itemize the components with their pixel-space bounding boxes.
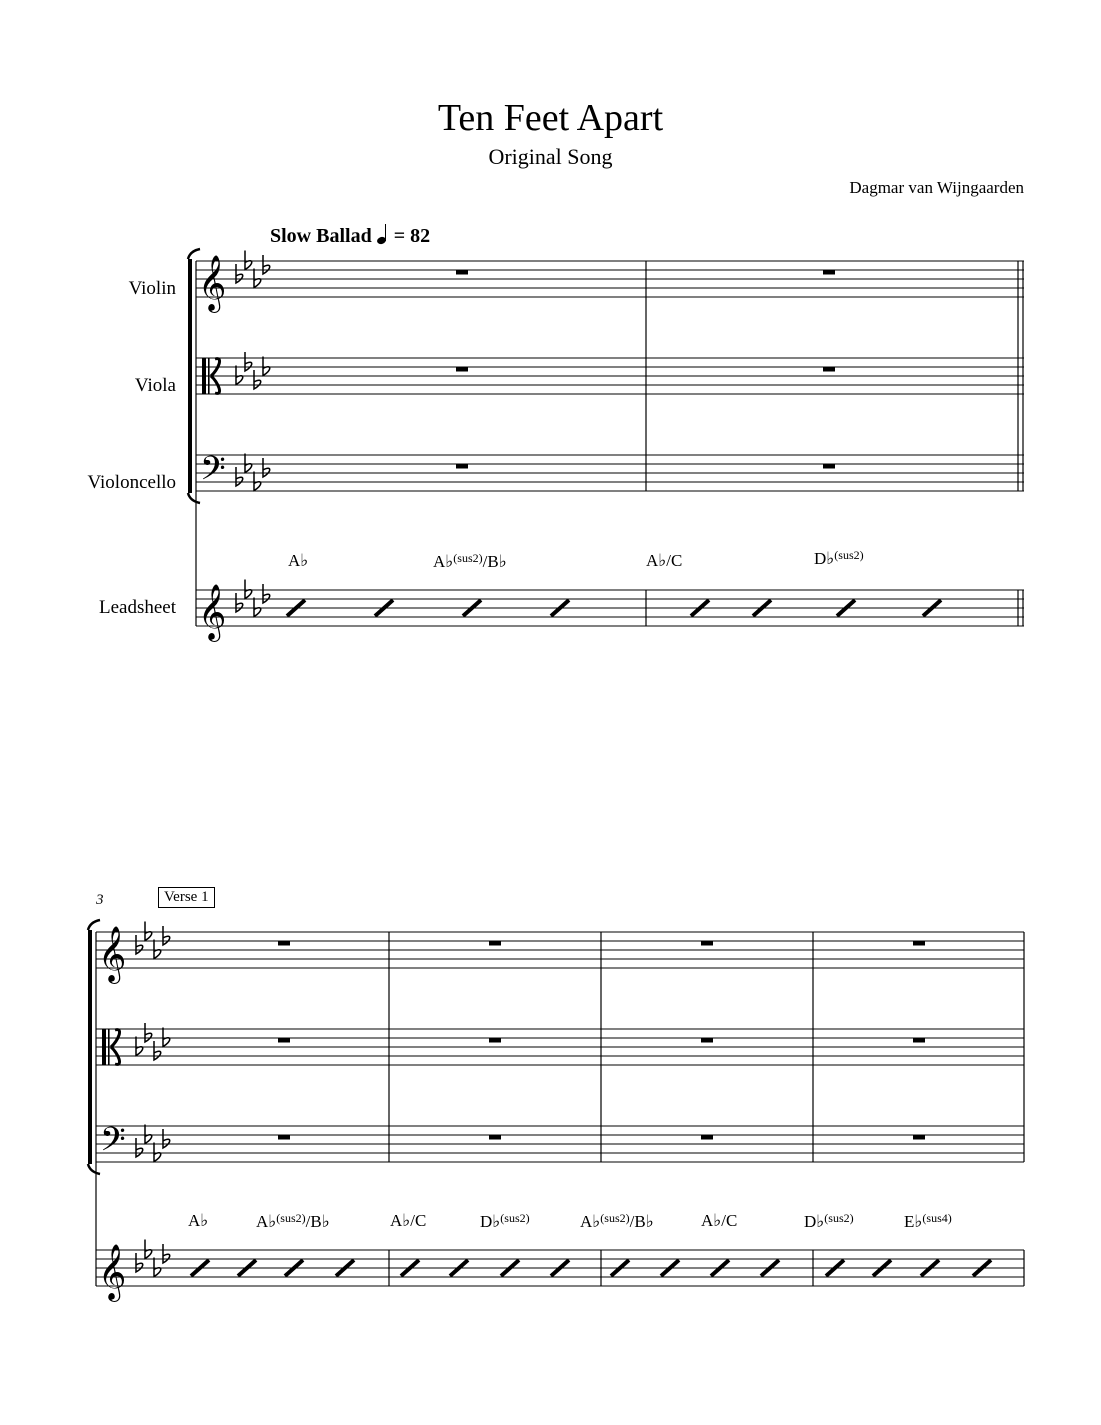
chord-root: A♭	[390, 1211, 411, 1230]
whole-rest-icon	[913, 1135, 925, 1140]
alto-clef-icon	[202, 358, 206, 394]
whole-rest-icon	[701, 941, 713, 946]
whole-rest-icon	[701, 1038, 713, 1043]
chord-extension: (sus2)	[600, 1211, 630, 1225]
chord-bass: /B♭	[629, 1212, 654, 1231]
chord-bass: /B♭	[482, 552, 507, 571]
flat-icon	[254, 269, 261, 288]
rehearsal-mark: Verse 1	[158, 887, 215, 908]
chord-extension: (sus2)	[500, 1211, 530, 1225]
flat-icon	[254, 598, 261, 617]
flat-icon	[145, 1023, 152, 1042]
chord-root: A♭	[580, 1212, 601, 1231]
chord-root: A♭	[288, 551, 309, 570]
flat-icon	[154, 1143, 161, 1162]
score-subtitle: Original Song	[488, 144, 613, 169]
bass-clef-icon: 𝄢	[200, 450, 226, 496]
flat-icon	[145, 1125, 152, 1144]
staff-bracket	[188, 493, 200, 503]
chord-root: D♭	[480, 1212, 501, 1231]
flat-icon	[154, 1258, 161, 1277]
whole-rest-icon	[823, 367, 835, 372]
flat-icon	[163, 1129, 170, 1148]
chord-root: A♭	[646, 551, 667, 570]
alto-clef-icon	[208, 358, 210, 394]
whole-rest-icon	[823, 464, 835, 469]
flat-icon	[263, 255, 270, 274]
chord-root: A♭	[701, 1211, 722, 1230]
bass-clef-icon: 𝄢	[100, 1121, 126, 1167]
flat-icon	[236, 264, 243, 283]
chord-root: D♭	[804, 1212, 825, 1231]
whole-rest-icon	[278, 941, 290, 946]
chord-bass: /C	[666, 551, 683, 570]
chord-root: A♭	[188, 1211, 209, 1230]
whole-rest-icon	[913, 1038, 925, 1043]
chord-root: E♭	[904, 1212, 923, 1231]
whole-rest-icon	[278, 1135, 290, 1140]
flat-icon	[254, 472, 261, 491]
flat-icon	[136, 935, 143, 954]
whole-rest-icon	[913, 941, 925, 946]
whole-rest-icon	[456, 270, 468, 275]
instrument-name-leadsheet: Leadsheet	[98, 597, 176, 618]
whole-rest-icon	[456, 464, 468, 469]
tempo-value: = 82	[393, 225, 431, 247]
tempo-text: Slow Ballad	[270, 225, 372, 247]
chord-extension: (sus2)	[453, 551, 483, 565]
chord-root: A♭	[433, 552, 454, 571]
flat-icon	[245, 352, 252, 371]
chord-extension: (sus2)	[824, 1211, 854, 1225]
chord-extension: (sus2)	[834, 548, 864, 562]
flat-icon	[154, 940, 161, 959]
flat-icon	[136, 1037, 143, 1056]
alto-clef-icon	[102, 1029, 106, 1065]
flat-icon	[263, 357, 270, 376]
treble-clef-icon: 𝄞	[98, 926, 127, 982]
chord-extension: (sus2)	[276, 1211, 306, 1225]
flat-icon	[245, 251, 252, 270]
whole-rest-icon	[823, 270, 835, 275]
whole-rest-icon	[278, 1038, 290, 1043]
chord-bass: /C	[721, 1211, 738, 1230]
alto-clef-icon	[108, 1029, 110, 1065]
measure-number: 3	[96, 892, 104, 908]
flat-icon	[136, 1138, 143, 1157]
treble-clef-icon: 𝄞	[98, 1244, 127, 1300]
flat-icon	[236, 467, 243, 486]
staff-bracket	[88, 930, 92, 1164]
treble-clef-icon: 𝄞	[198, 584, 227, 640]
instrument-name-viola: Viola	[134, 375, 176, 396]
flat-icon	[245, 454, 252, 473]
flat-icon	[163, 1244, 170, 1263]
flat-icon	[154, 1041, 161, 1060]
whole-rest-icon	[489, 1135, 501, 1140]
flat-icon	[145, 1240, 152, 1259]
staff-bracket	[188, 259, 192, 493]
flat-icon	[263, 458, 270, 477]
treble-clef-icon: 𝄞	[198, 255, 227, 311]
chord-root: D♭	[814, 549, 835, 568]
composer-name: Dagmar van Wijngaarden	[849, 178, 1024, 197]
chord-bass: /B♭	[305, 1212, 330, 1231]
flat-icon	[254, 370, 261, 389]
flat-icon	[263, 584, 270, 603]
flat-icon	[136, 1253, 143, 1272]
whole-rest-icon	[489, 1038, 501, 1043]
flat-icon	[245, 580, 252, 599]
staff-bracket	[88, 1164, 100, 1174]
flat-icon	[236, 593, 243, 612]
flat-icon	[145, 922, 152, 941]
whole-rest-icon	[489, 941, 501, 946]
whole-rest-icon	[701, 1135, 713, 1140]
instrument-name-violin: Violin	[128, 278, 176, 299]
chord-bass: /C	[410, 1211, 427, 1230]
score-title: Ten Feet Apart	[437, 97, 664, 139]
chord-extension: (sus4)	[922, 1211, 952, 1225]
flat-icon	[163, 1028, 170, 1047]
chord-root: A♭	[256, 1212, 277, 1231]
flat-icon	[163, 926, 170, 945]
flat-icon	[236, 366, 243, 385]
instrument-name-violoncello: Violoncello	[87, 472, 176, 493]
whole-rest-icon	[456, 367, 468, 372]
